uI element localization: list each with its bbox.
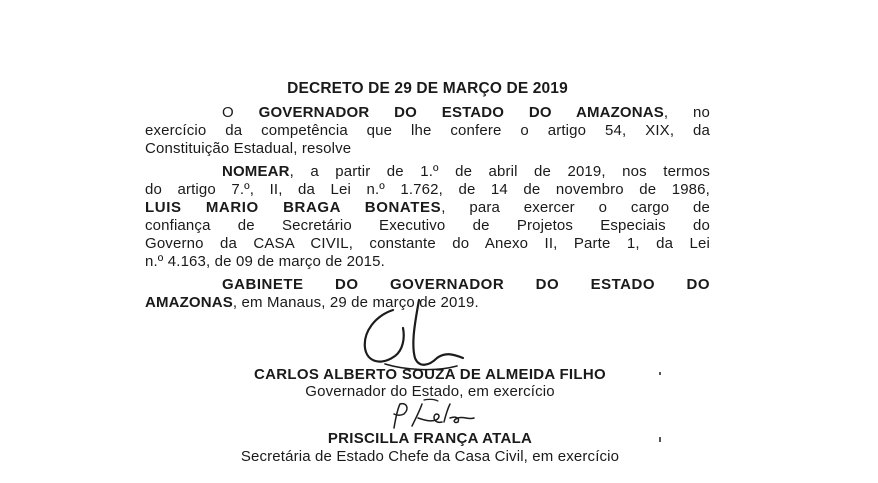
- closing-state: AMAZONAS: [145, 294, 233, 311]
- paragraph-1-line-1: [222, 104, 710, 122]
- scan-mark: [659, 372, 661, 375]
- signatory-1-role: Governador do Estado, em exercício: [305, 383, 555, 400]
- scan-mark: [659, 437, 661, 442]
- governor-title: GOVERNADOR DO ESTADO DO AMAZONAS: [258, 104, 664, 121]
- paragraph-2-line-4: confiança de Secretário Executivo de Projetos Especiais do: [145, 217, 710, 234]
- paragraph-2-line-6: n.º 4.163, de 09 de março de 2015.: [145, 253, 385, 270]
- closing-line-2: [145, 294, 479, 312]
- closing-place-date: , em Manaus, 29 de março de 2019.: [232, 294, 479, 311]
- paragraph-1-line-3: Constituição Estadual, resolve: [145, 140, 352, 157]
- signatory-1-name: CARLOS ALBERTO SOUZA DE ALMEIDA FILHO: [254, 366, 606, 383]
- appointee-name: LUIS MARIO BRAGA BONATES: [145, 199, 442, 216]
- closing-line-1: GABINETE DO GOVERNADOR DO ESTADO DO: [222, 276, 710, 293]
- paragraph-2-line-1: [222, 163, 710, 181]
- p2-line3-post: , para exercer o cargo de: [441, 199, 710, 216]
- decree-title: DECRETO DE 29 DE MARÇO DE 2019: [287, 80, 568, 97]
- p1-pre: O: [222, 104, 259, 121]
- signatory-2-role: Secretária de Estado Chefe da Casa Civil, em exercício: [240, 448, 620, 465]
- p2-post: , a partir de 1.º de abril de 2019, nos termos: [289, 163, 710, 180]
- p1-post: , no: [663, 104, 710, 121]
- paragraph-2-line-2: do artigo 7.º, II, da Lei n.º 1.762, de 14 de novembro de 1986,: [145, 181, 710, 198]
- paragraph-2-line-3: [145, 199, 710, 217]
- paragraph-1-line-2: exercício da competência que lhe confere o artigo 54, XIX, da: [145, 122, 710, 139]
- paragraph-2-line-5: Governo da CASA CIVIL, constante do Anexo II, Parte 1, da Lei: [145, 235, 710, 252]
- nomear-verb: NOMEAR: [222, 163, 290, 180]
- signatory-2-name: PRISCILLA FRANÇA ATALA: [327, 430, 533, 447]
